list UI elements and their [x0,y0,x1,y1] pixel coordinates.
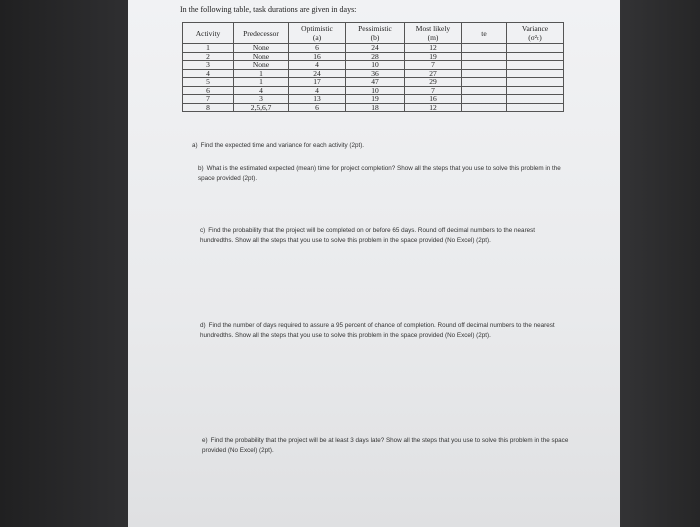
question-c-label: c) [200,227,206,234]
question-c [200,226,570,246]
cell-pessimistic: 28 [346,52,405,61]
question-b [198,164,578,184]
table-row [183,103,564,112]
question-e [202,436,572,456]
question-c-text: Find the probability that the project will be completed on or before 65 days. Round off decimal numbers to the nearest hundredths. Show all the steps that you use to solve this problem in the space provided (No Excel) (2pt). [200,227,536,244]
cell-te [462,61,507,70]
cell-predecessor: 3 [234,95,289,104]
cell-optimistic: 6 [289,44,346,53]
header-variance [507,23,564,44]
header-most-likely [405,23,462,44]
cell-te [462,69,507,78]
cell-most-likely: 16 [405,95,462,104]
cell-variance [507,86,564,95]
cell-pessimistic: 18 [346,103,405,112]
header-variance-sub: (σ²ₜ) [528,33,542,42]
cell-pessimistic: 24 [346,44,405,53]
cell-pessimistic: 10 [346,86,405,95]
table-row [183,44,564,53]
question-d-text: Find the number of days required to assure a 95 percent of chance of completion. Round off decimal numbers to the nearest hundredths. Show all the steps that you use to solve this problem in the space provided (No Excel) (2pt). [200,322,555,339]
cell-activity: 6 [183,86,234,95]
table-header-row [183,23,564,44]
paper-sheet [128,0,620,527]
header-likely-sub: (m) [427,33,439,42]
cell-most-likely: 12 [405,44,462,53]
cell-predecessor: None [234,52,289,61]
cell-variance [507,52,564,61]
cell-variance [507,78,564,87]
cell-most-likely: 7 [405,61,462,70]
cell-pessimistic: 47 [346,78,405,87]
intro-text: In the following table, task durations are given in days: [180,5,357,14]
question-a [192,141,364,151]
cell-te [462,44,507,53]
cell-most-likely: 19 [405,52,462,61]
cell-pessimistic: 36 [346,69,405,78]
cell-predecessor: 4 [234,86,289,95]
header-te: te [462,23,507,44]
cell-te [462,86,507,95]
cell-optimistic: 24 [289,69,346,78]
table-row [183,78,564,87]
cell-variance [507,44,564,53]
cell-optimistic: 4 [289,86,346,95]
cell-most-likely: 29 [405,78,462,87]
question-b-text: What is the estimated expected (mean) time for project completion? Show all the steps that you use to solve this problem in the space provided (2pt). [198,165,561,182]
cell-activity: 7 [183,95,234,104]
question-e-text: Find the probability that the project will be at least 3 days late? Show all the steps that you use to solve this problem in the space provided (No Excel) (2pt). [202,437,569,454]
background-left [0,0,128,527]
cell-variance [507,95,564,104]
cell-optimistic: 6 [289,103,346,112]
cell-optimistic: 13 [289,95,346,104]
background-right [620,0,700,527]
table-row [183,61,564,70]
cell-most-likely: 7 [405,86,462,95]
cell-variance [507,61,564,70]
cell-predecessor: None [234,61,289,70]
header-pessimistic-label: Pessimistic [358,24,392,33]
cell-pessimistic: 10 [346,61,405,70]
header-optimistic [289,23,346,44]
header-optimistic-label: Optimistic [301,24,333,33]
cell-predecessor: None [234,44,289,53]
cell-activity: 4 [183,69,234,78]
cell-activity: 2 [183,52,234,61]
cell-predecessor: 1 [234,78,289,87]
cell-variance [507,103,564,112]
cell-variance [507,69,564,78]
header-predecessor: Predecessor [234,23,289,44]
cell-activity: 3 [183,61,234,70]
cell-most-likely: 12 [405,103,462,112]
cell-te [462,52,507,61]
question-d [200,321,570,341]
cell-optimistic: 17 [289,78,346,87]
header-optimistic-sub: (a) [312,33,322,42]
cell-activity: 8 [183,103,234,112]
header-variance-label: Variance [521,24,549,33]
question-a-label: a) [192,142,198,149]
cell-predecessor: 2,5,6,7 [234,103,289,112]
cell-predecessor: 1 [234,69,289,78]
cell-te [462,95,507,104]
header-pessimistic [346,23,405,44]
question-a-text: Find the expected time and variance for each activity (2pt). [200,142,365,149]
cell-activity: 5 [183,78,234,87]
cell-most-likely: 27 [405,69,462,78]
table-row [183,95,564,104]
header-activity: Activity [183,23,234,44]
cell-pessimistic: 19 [346,95,405,104]
task-duration-table [182,22,564,112]
question-b-label: b) [198,165,204,172]
cell-optimistic: 16 [289,52,346,61]
cell-activity: 1 [183,44,234,53]
cell-optimistic: 4 [289,61,346,70]
question-e-label: e) [202,437,208,444]
question-d-label: d) [200,322,206,329]
header-pessimistic-sub: (b) [370,33,380,42]
cell-te [462,103,507,112]
header-likely-label: Most likely [415,24,451,33]
cell-te [462,78,507,87]
